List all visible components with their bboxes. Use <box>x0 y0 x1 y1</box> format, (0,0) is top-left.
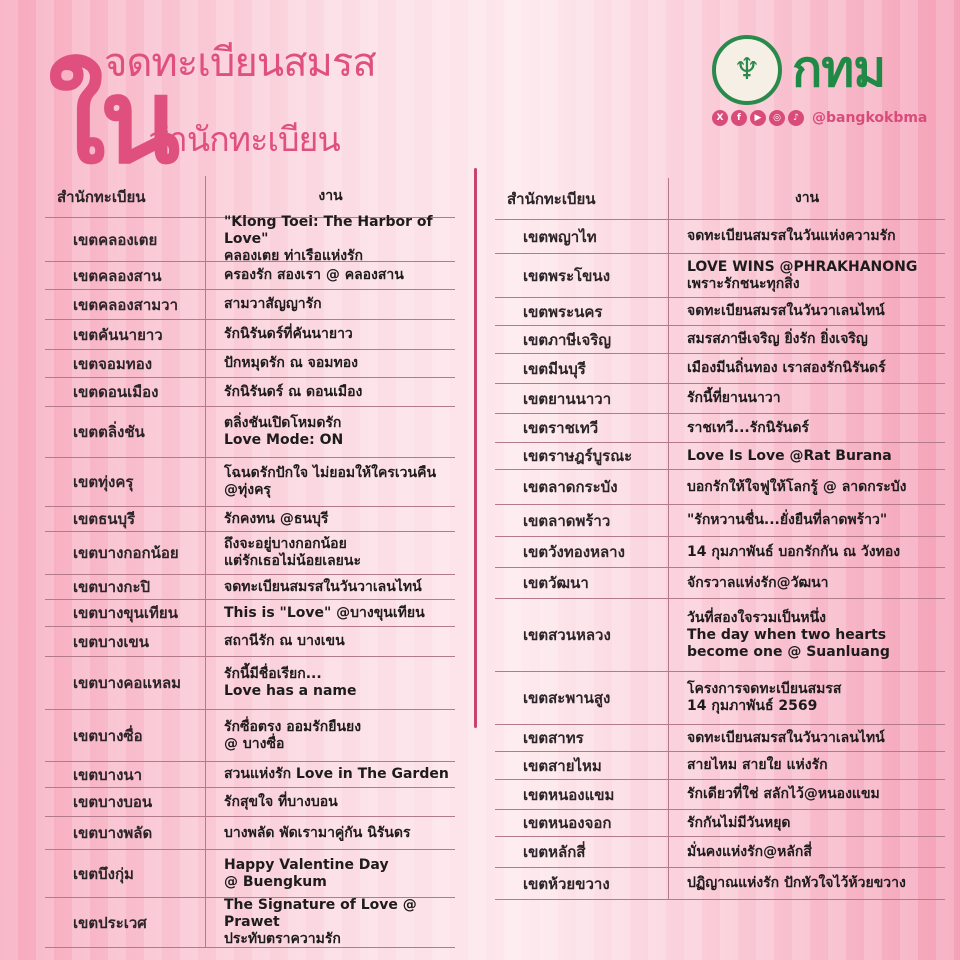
event-name: "รักหวานชื่น...ยั่งยืนที่ลาดพร้าว" <box>668 505 945 536</box>
district-name: เขตสวนหลวง <box>523 626 611 644</box>
table-row <box>45 290 455 320</box>
event-name: สามวาสัญญารัก <box>205 290 455 319</box>
header-district: สำนักทะเบียน <box>507 189 596 208</box>
table-row <box>495 443 945 470</box>
event-name: จักรวาลแห่งรัก@วัฒนา <box>668 568 945 598</box>
event-name: บางพลัด พัดเรามาคู่กัน นิรันดร <box>205 817 455 849</box>
district-name: เขตทุ่งครุ <box>73 473 134 491</box>
district-name: เขตลาดกระบัง <box>523 478 618 496</box>
bma-seal-icon: ♆ <box>712 35 782 105</box>
event-name: ราชเทวี...รักนิรันดร์ <box>668 414 945 442</box>
district-name: เขตคลองสามวา <box>73 295 178 314</box>
district-name: เขตบางกอกน้อย <box>73 544 179 562</box>
district-name: เขตหลักสี่ <box>523 843 586 861</box>
district-name: เขตพญาไท <box>523 227 597 246</box>
table-row <box>45 320 455 350</box>
event-name: Love Is Love @Rat Burana <box>668 443 945 469</box>
event-name: รักนี้ที่ยานนาวา <box>668 384 945 413</box>
table-row <box>45 788 455 817</box>
event-name: รักคงทน @ธนบุรี <box>205 507 455 531</box>
district-name: เขตบางเขน <box>73 632 150 651</box>
event-name: รักนิรันดร์ ณ ดอนเมือง <box>205 378 455 406</box>
event-name: Happy Valentine Day @ Buengkum <box>205 850 455 897</box>
district-name: เขตราชเทวี <box>523 419 599 437</box>
event-name: ครองรัก สองเรา @ คลองสาน <box>205 262 455 289</box>
district-name: เขตคลองเตย <box>73 230 158 249</box>
district-name: เขตบางคอแหลม <box>73 674 182 692</box>
event-name: วันที่สองใจรวมเป็นหนึ่ง The day when two hearts become one @ Suanluang <box>668 599 945 671</box>
event-name: The Signature of Love @ Prawet ประทับตราความรัก <box>205 898 455 947</box>
table-row <box>45 657 455 710</box>
header-event: งาน <box>205 176 455 217</box>
table-row <box>45 710 455 762</box>
event-name: LOVE WINS @PHRAKHANONG เพราะรักชนะทุกสิ่ง <box>668 254 945 297</box>
district-name: เขตบางขุนเทียน <box>73 604 178 622</box>
table-row <box>495 672 945 725</box>
district-name: เขตสายไหม <box>523 756 602 775</box>
district-name: เขตพระนคร <box>523 302 603 321</box>
title-line-2: สำนักทะเบียน <box>148 120 340 160</box>
x-icon[interactable]: X <box>712 110 728 126</box>
district-name: เขตบางพลัด <box>73 824 153 842</box>
event-name: ตลิ่งชันเปิดโหมดรัก Love Mode: ON <box>205 407 455 457</box>
district-name: เขตบึงกุ่ม <box>73 864 134 883</box>
table-row <box>45 762 455 788</box>
table-row <box>45 458 455 507</box>
district-name: เขตหนองจอก <box>523 814 612 832</box>
table-row <box>45 850 455 898</box>
table-row <box>495 752 945 780</box>
district-name: เขตพระโขนง <box>523 266 611 285</box>
event-name: สายไหม สายใย แห่งรัก <box>668 752 945 779</box>
table-row <box>495 414 945 443</box>
district-name: เขตบางซื่อ <box>73 726 143 745</box>
bma-logo-text: กทม <box>792 40 886 98</box>
table-row <box>495 470 945 505</box>
event-name: จดทะเบียนสมรสในวันวาเลนไทน์ <box>668 725 945 751</box>
table-row <box>45 350 455 378</box>
facebook-icon[interactable]: f <box>731 110 747 126</box>
table-row <box>495 810 945 837</box>
table-row <box>495 505 945 537</box>
district-name: เขตบางกะปิ <box>73 578 151 596</box>
table-row <box>495 868 945 900</box>
table-row <box>495 354 945 384</box>
event-name: รักนี้มีชื่อเรียก... Love has a name <box>205 657 455 709</box>
table-row <box>495 254 945 298</box>
table-row <box>45 627 455 657</box>
event-name: 14 กุมภาพันธ์ บอกรักกัน ณ วังทอง <box>668 537 945 567</box>
district-name: เขตบางนา <box>73 765 143 784</box>
social-links <box>712 110 927 126</box>
social-handle[interactable]: @bangkokbma <box>812 110 928 126</box>
table-row <box>45 262 455 290</box>
event-name: ถึงจะอยู่บางกอกน้อย แต่รักเธอไม่น้อยเลยนะ <box>205 532 455 574</box>
district-name: เขตห้วยขวาง <box>523 874 610 893</box>
table-header <box>495 178 945 220</box>
right-table <box>495 178 945 900</box>
event-name: บอกรักให้ใจฟูให้โลกรู้ @ ลาดกระบัง <box>668 470 945 504</box>
event-name: รักเดียวที่ใช่ สลักไว้@หนองแขม <box>668 780 945 809</box>
district-name: เขตจอมทอง <box>73 354 153 373</box>
table-row <box>495 837 945 868</box>
event-name: สถานีรัก ณ บางเขน <box>205 627 455 656</box>
district-name: เขตวัฒนา <box>523 574 589 592</box>
district-name: เขตหนองแขม <box>523 785 615 804</box>
table-row <box>495 780 945 810</box>
column-divider <box>474 168 477 728</box>
event-name: สวนแห่งรัก Love in The Garden <box>205 762 455 787</box>
table-row <box>45 600 455 627</box>
event-name: โฉนดรักปักใจ ไม่ยอมให้ใครเวนคืน @ทุ่งครุ <box>205 458 455 506</box>
table-row <box>495 298 945 326</box>
event-name: "Klong Toei: The Harbor of Love" คลองเตย ท่าเรือแห่งรัก <box>205 218 455 261</box>
event-name: สมรสภาษีเจริญ ยิ่งรัก ยิ่งเจริญ <box>668 326 945 353</box>
table-row <box>495 326 945 354</box>
event-name: This is "Love" @บางขุนเทียน <box>205 600 455 626</box>
left-table <box>45 176 455 948</box>
event-name: รักสุขใจ ที่บางบอน <box>205 788 455 816</box>
table-header <box>45 176 455 218</box>
district-name: เขตลาดพร้าว <box>523 511 611 530</box>
title-big: ใน <box>48 52 175 190</box>
header-event: งาน <box>668 178 945 219</box>
table-row <box>45 507 455 532</box>
youtube-icon[interactable]: ▶ <box>750 110 766 126</box>
district-name: เขตตลิ่งชัน <box>73 423 145 441</box>
table-row <box>495 537 945 568</box>
district-name: เขตประเวศ <box>73 913 147 932</box>
district-name: เขตยานนาวา <box>523 389 612 408</box>
event-name: ปฏิญาณแห่งรัก ปักหัวใจไว้ห้วยขวาง <box>668 868 945 899</box>
title-line-1: จดทะเบียนสมรส <box>104 40 376 86</box>
table-row <box>45 898 455 948</box>
district-name: เขตดอนเมือง <box>73 383 159 401</box>
event-name: จดทะเบียนสมรสในวันวาเลนไทน์ <box>205 575 455 599</box>
table-row <box>45 214 455 264</box>
district-name: เขตราษฎร์บูรณะ <box>523 447 633 465</box>
table-row <box>495 725 945 752</box>
table-row <box>495 384 945 414</box>
table-row <box>495 599 945 672</box>
event-name: เมืองมีนถิ่นทอง เราสองรักนิรันดร์ <box>668 354 945 383</box>
district-name: เขตสะพานสูง <box>523 689 611 707</box>
district-name: เขตคลองสาน <box>73 266 162 285</box>
district-name: เขตสาทร <box>523 729 584 747</box>
header-district: สำนักทะเบียน <box>57 187 146 206</box>
district-name: เขตวังทองหลาง <box>523 543 625 561</box>
tiktok-icon[interactable]: ♪ <box>788 110 804 126</box>
event-name: รักกันไม่มีวันหยุด <box>668 810 945 836</box>
table-row <box>45 407 455 458</box>
table-row <box>45 575 455 600</box>
table-row <box>495 220 945 254</box>
event-name: จดทะเบียนสมรสในวันวาเลนไทน์ <box>668 298 945 325</box>
district-name: เขตธนบุรี <box>73 510 136 528</box>
event-name: รักซื่อตรง ออมรักยืนยง @ บางซื่อ <box>205 710 455 761</box>
event-name: จดทะเบียนสมรสในวันแห่งความรัก <box>668 220 945 253</box>
district-name: เขตมีนบุรี <box>523 359 586 378</box>
table-row <box>495 568 945 599</box>
event-name: รักนิรันดร์ที่คันนายาว <box>205 320 455 349</box>
event-name: โครงการจดทะเบียนสมรส 14 กุมภาพันธ์ 2569 <box>668 672 945 724</box>
bma-logo <box>712 30 885 109</box>
district-name: เขตภาษีเจริญ <box>523 330 612 349</box>
event-name: ปักหมุดรัก ณ จอมทอง <box>205 350 455 377</box>
table-row <box>45 532 455 575</box>
table-row <box>45 817 455 850</box>
table-row <box>45 378 455 407</box>
instagram-icon[interactable]: ◎ <box>769 110 785 126</box>
event-name: มั่นคงแห่งรัก@หลักสี่ <box>668 837 945 867</box>
district-name: เขตบางบอน <box>73 793 153 811</box>
district-name: เขตคันนายาว <box>73 325 163 344</box>
